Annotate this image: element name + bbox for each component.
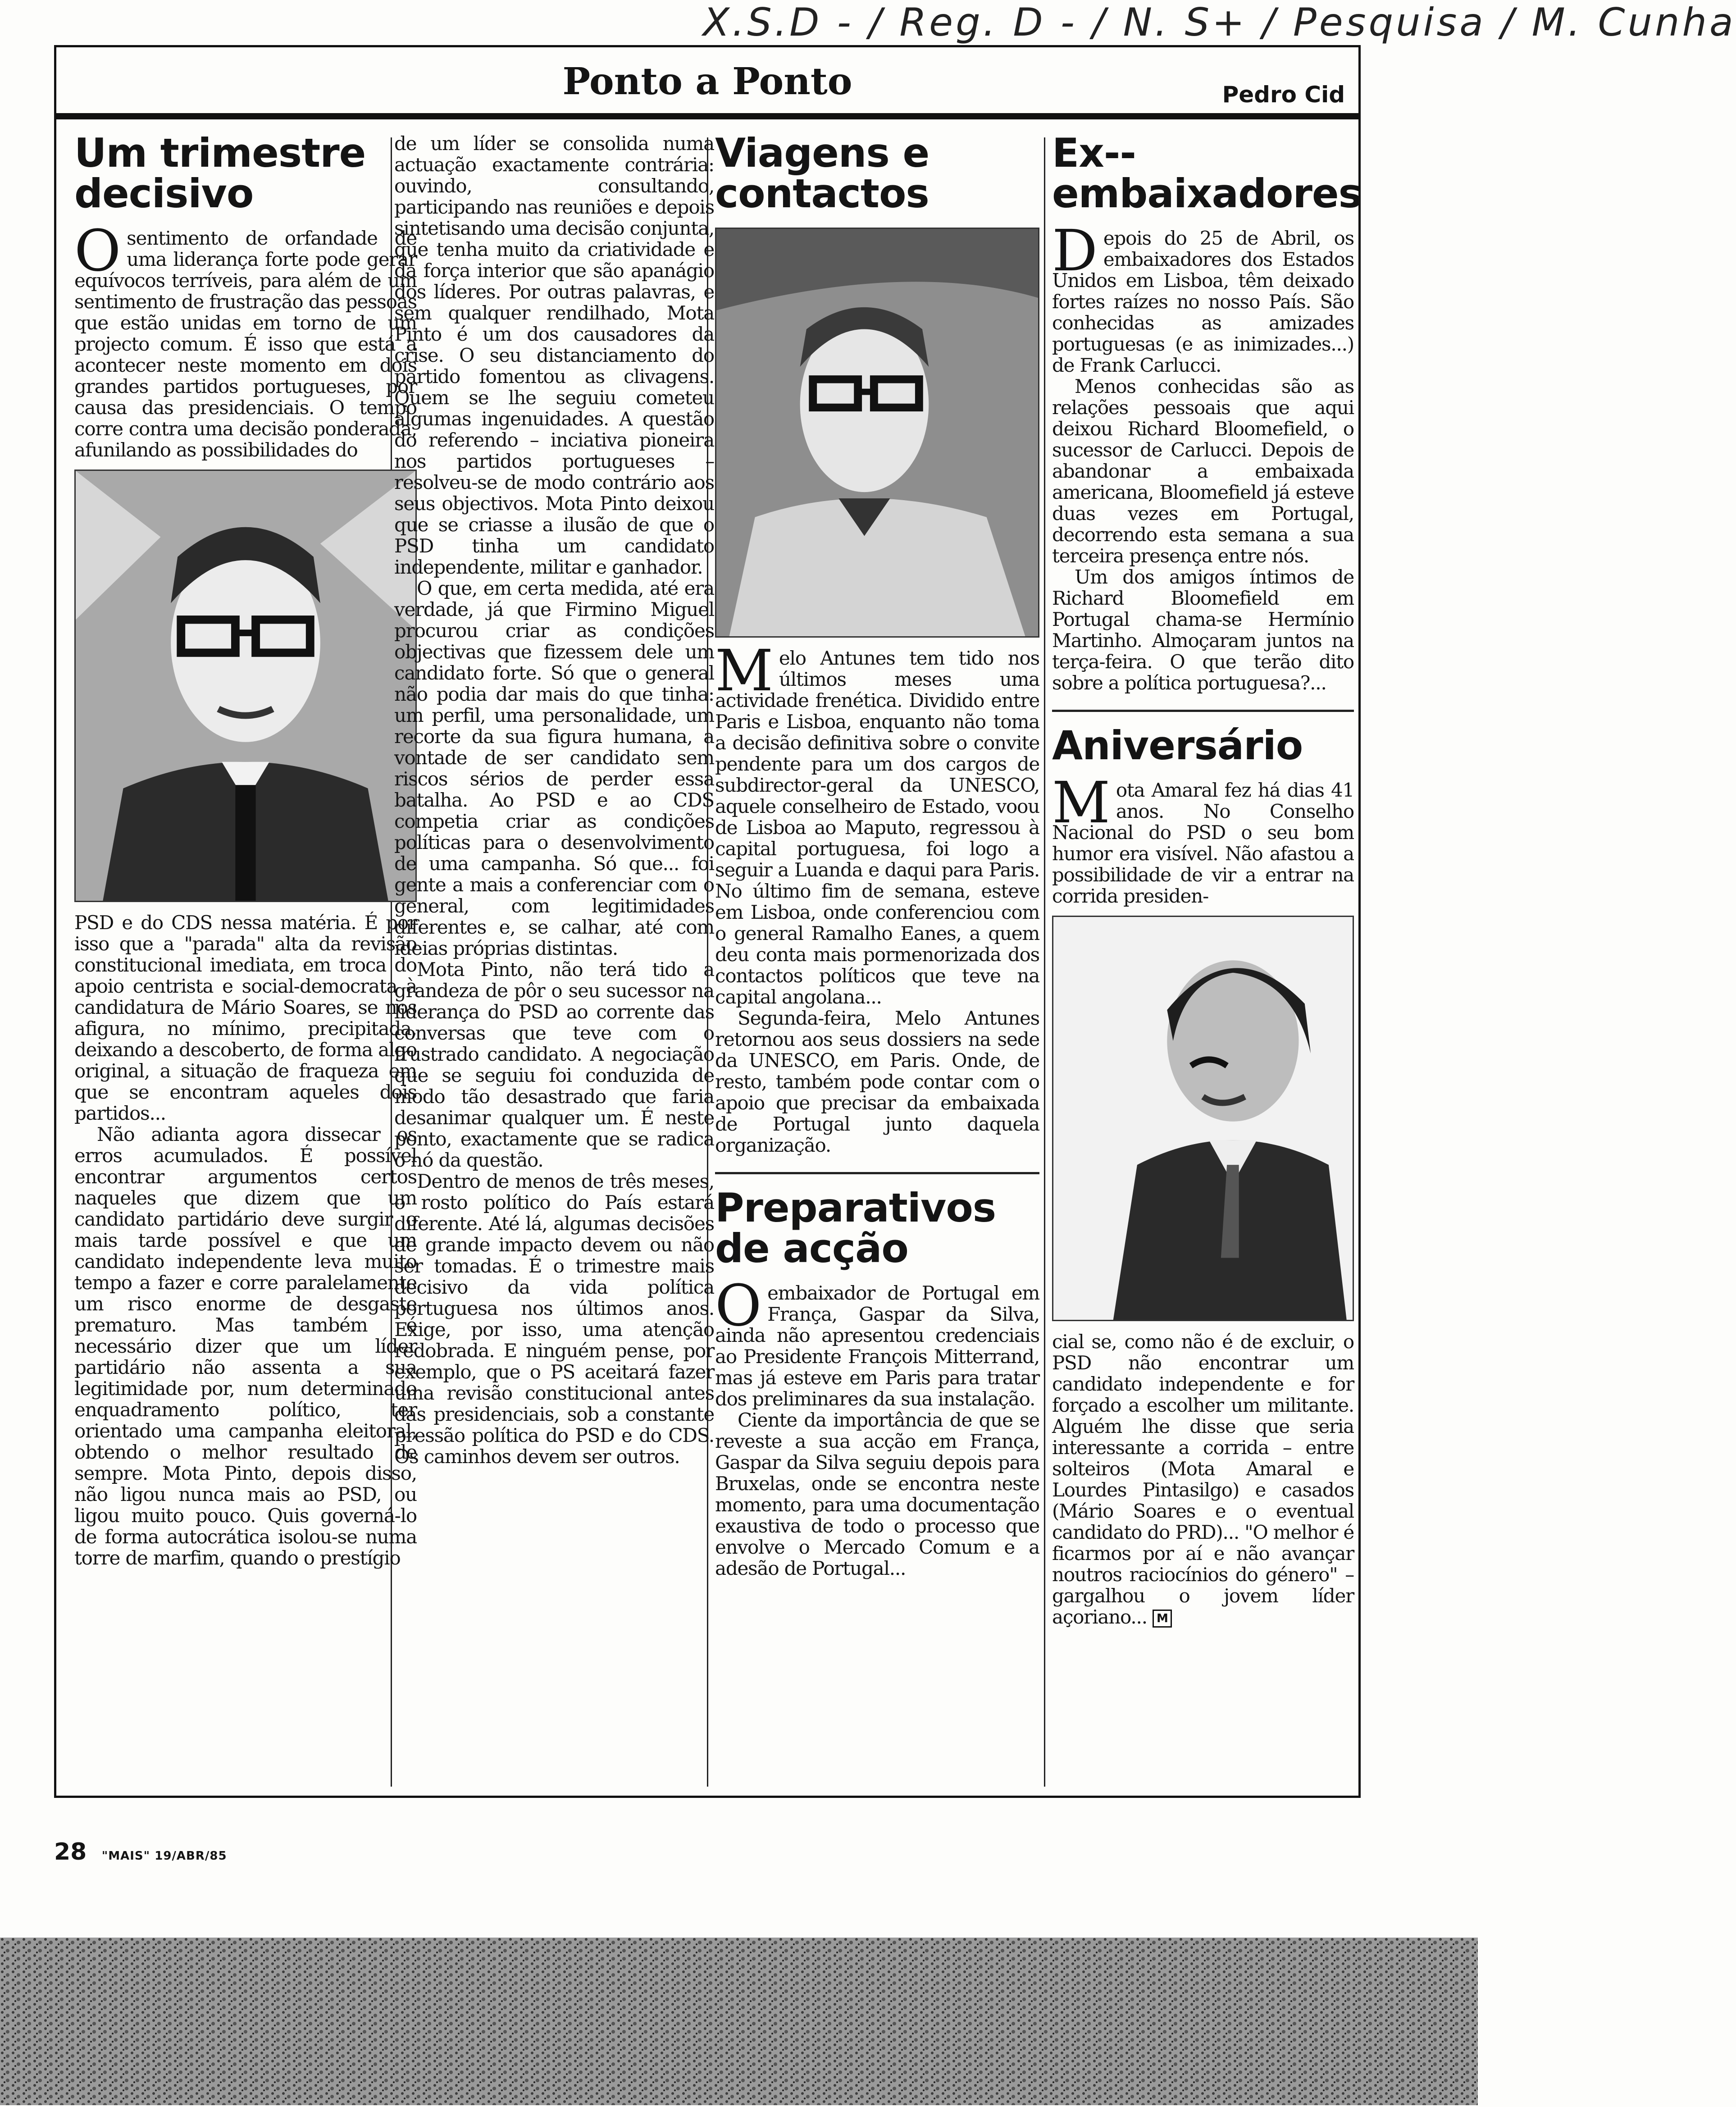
article-title-trimestre: Um trimestre decisivo — [74, 130, 366, 217]
article-paragraph: Mota Pinto, não terá tido a grandeza de pôr o seu sucessor na liderança do PSD ao corrente das conversas que teve com o frustrado candidato. A negociação que se seguiu foi conduzida de modo tão desastrado que faria desanimar qualquer um. É neste ponto, exactamente que se radica o nó da questão. — [394, 958, 714, 1171]
column-3 — [715, 130, 1039, 1791]
portrait-photo-mota-amaral — [1052, 916, 1354, 1321]
article-paragraph: Menos conhecidas são as relações pessoais que aqui deixou Richard Bloomefield, o sucessor de Carlucci. Depois de abandonar a embaixada americana, Bloomefield já esteve duas vezes em Portugal, decorrendo esta semana a sua terceira presença entre nós. — [1052, 375, 1354, 567]
page-number: 28 — [54, 1838, 87, 1865]
article-paragraph: de um líder se consolida numa actuação exactamente contrária: ouvindo, consultando, participando nas reuniões e depois sintetisando uma decisão conjunta, que tenha muito da criatividade e da força interior que são apanágio dos líderes. Por outras palavras, e sem qualquer rendilhado, Mota Pinto é um dos causadores da crise. O seu distanciamento do partido fomentou as clivagens. Quem se lhe seguiu cometeu algumas ingenuidades. A questão do referendo – inciativa pioneira nos partidos portugueses – resolveu-se de modo contrário aos seus objectivos. Mota Pinto deixou que se criasse a ilusão de que o PSD tinha um candidato independente, militar e ganhador. — [394, 132, 714, 578]
article-paragraph: Melo Antunes tem tido nos últimos meses uma actividade frenética. Dividido entre Paris e Lisboa, enquanto não toma a decisão definitiva sobre o convite pendente para um dos cargos de subdirector-geral da UNESCO, aquele conselheiro de Estado, voou de Lisboa ao Maputo, regressou à capital portuguesa, foi logo a seguir a Luanda e daqui para Paris. No último fim de semana, esteve em Lisboa, onde conferenciou com o general Ramalho Eanes, a quem deu conta mais pormenorizada dos contactos políticos que teve na capital angolana... — [715, 638, 1039, 1008]
article-paragraph: Um dos amigos íntimos de Richard Bloomefield em Portugal chama-se Hermínio Martinho. Almoçaram juntos na terça-feira. O que terão dito sobre a política portuguesa?... — [1052, 566, 1354, 694]
portrait-photo-mota-pinto — [74, 470, 417, 902]
article-divider — [715, 1172, 1039, 1174]
article-paragraph: Osentimento de orfandade de uma liderança forte pode gerar equívocos terríveis, para além de um sentimento de frustração das pessoas que estão unidas em torno de um projecto comum. É isso que está a acontecer neste momento em dois grandes partidos portugueses, por causa das presidenciais. O tempo corre contra uma decisão ponderada, afunilando as possibilidades do — [74, 218, 417, 461]
article-divider — [1052, 710, 1354, 712]
drop-cap: O — [715, 1272, 761, 1339]
handwritten-annotation: X.S.D - / Reg. D - / N. S+ / Pesquisa / M. Cunha — [703, 0, 1736, 45]
article-paragraph: Depois do 25 de Abril, os embaixadores dos Estados Unidos em Lisboa, têm deixado fortes raízes no nosso País. São conhecidas as amizades portuguesas (e as inimizades...) de Frank Carlucci. — [1052, 218, 1354, 376]
drop-cap: M — [715, 638, 773, 704]
article-paragraph: Mota Amaral fez há dias 41 anos. No Conselho Nacional do PSD o seu bom humor era visível. Não afastou a possibilidade de vir a entrar na corrida presiden- — [1052, 770, 1354, 907]
article-paragraph: Não adianta agora dissecar os erros acumulados. É possível encontrar argumentos certos naqueles que dizem que um candidato partidário deve surgir o mais tarde possível e que um candidato independente leva muito tempo a fazer e corre paralelamente um risco enorme de desgaste prematuro. Mas também é necessário dizer que um líder partidário não assenta a sua legitimidade por, num determinado enquadramento político, ter orientado uma campanha eleitoral, obtendo o melhor resultado de sempre. Mota Pinto, depois disso, não ligou nunca mais ao PSD, ou ligou muito pouco. Quis governá-lo de forma autocrática isolou-se numa torre de marfim, quando o prestígio — [74, 1123, 417, 1569]
page-footer — [54, 1838, 227, 1865]
portrait-photo-melo-antunes — [715, 228, 1039, 638]
column-rule — [1044, 137, 1045, 1787]
article-title-aniversario: Aniversário — [1052, 722, 1303, 769]
column-4 — [1052, 130, 1362, 1791]
portrait-illustration — [76, 471, 415, 901]
article-title-embaixadores: Ex--embaixadores — [1052, 130, 1362, 217]
author-byline: Pedro Cid — [1222, 82, 1345, 108]
article-paragraph: Dentro de menos de três meses, o rosto político do País estará diferente. Até lá, algumas decisões de grande impacto devem ou não ser tomadas. É o trimestre mais decisivo da vida política portuguesa nos últimos anos. Exige, por isso, uma atenção redobrada. E ninguém pense, por exemplo, que o PS aceitará fazer uma revisão constitucional antes das presidenciais, sob a constante pressão política do PSD e do CDS. Os caminhos devem ser outros. — [394, 1170, 714, 1468]
article-paragraph: O que, em certa medida, até era verdade, já que Firmino Miguel procurou criar as condições objectivas que fizessem dele um candidato forte. Só que o general não podia dar mais do que tinha: um perfil, uma personalidade, um recorte da sua figura humana, a vontade de ser candidato sem riscos sérios de perder essa batalha. Ao PSD e ao CDS competia criar as condições políticas para o desenvolvimento de uma campanha. Só que... foi gente a mais a conferenciar com o general, com legitimidades diferentes e, se calhar, até com ideias próprias distintas. — [394, 577, 714, 959]
page-frame — [54, 45, 1361, 1798]
publication-name: "MAIS" 19/ABR/85 — [101, 1849, 227, 1863]
column-1 — [74, 130, 417, 1791]
portrait-illustration — [716, 229, 1038, 636]
article-title-viagens: Viagens e contactos — [715, 130, 930, 217]
section-title: Ponto a Ponto — [562, 60, 852, 103]
article-paragraph: cial se, como não é de excluir, o PSD não encontrar um candidato independente e for forçado a escolher um militante. Alguém lhe disse que seria interessante a corrida – entre solteiros (Mota Amaral e Lourdes Pintasilgo) e casados (Mário Soares e o eventual candidato do PRD)... "O melhor é ficarmos por aí e não avançar noutros raciocínios do género" – gargalhou o jovem líder açoriano... M — [1052, 1331, 1354, 1628]
drop-cap: O — [74, 218, 121, 284]
article-title-preparativos: Preparativos de acção — [715, 1185, 996, 1272]
article-paragraph: Ciente da importância de que se reveste a sua acção em França, Gaspar da Silva seguiu depois para Bruxelas, onde se encontra neste momento, para uma documentação exaustiva de todo o processo que envolve o Mercado Comum e a adesão de Portugal... — [715, 1409, 1039, 1579]
article-paragraph: Oembaixador de Portugal em França, Gaspar da Silva, ainda não apresentou credenciais ao Presidente François Mitterrand, mas já esteve em Paris para tratar dos preliminares da sua instalação. — [715, 1272, 1039, 1410]
end-mark: M — [1153, 1610, 1172, 1628]
drop-cap: D — [1052, 218, 1097, 284]
scan-noise-texture — [0, 1938, 1478, 2105]
scan-noise-strip — [0, 1938, 1478, 2105]
article-paragraph: Segunda-feira, Melo Antunes retornou aos seus dossiers na sede da UNESCO, em Paris. Onde, de resto, também pode contar com o apoio que precisar da embaixada de Portugal junto daquela organização. — [715, 1007, 1039, 1156]
article-paragraph: PSD e do CDS nessa matéria. É por isso que a "parada" alta da revisão constitucional imediata, em troca do apoio centrista e social-democrata à candidatura de Mário Soares, se nos afigura, no mínimo, precipitada, deixando a descoberto, de forma algo original, a situação de fraqueza em que se encontram aqueles dois partidos... — [74, 912, 417, 1124]
column-2 — [394, 133, 714, 1791]
drop-cap: M — [1052, 770, 1110, 836]
section-header — [56, 47, 1358, 119]
portrait-illustration — [1053, 917, 1353, 1320]
